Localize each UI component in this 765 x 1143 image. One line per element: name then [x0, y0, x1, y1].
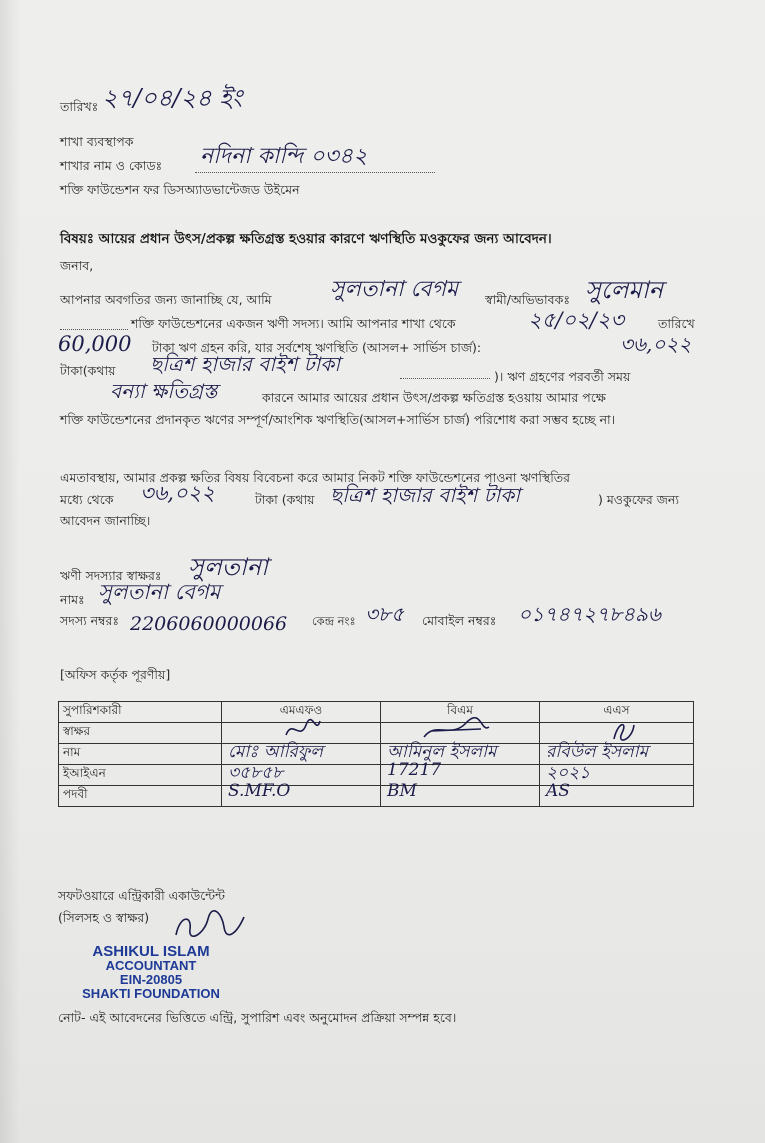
table-row [59, 765, 694, 786]
date-suffix: তারিখে [658, 316, 695, 331]
footer-note: নোট- এই আবেদনের ভিত্তিতে এন্ট্রি, সুপারিশ এবং অনুমোদন প্রক্রিয়া সম্পন্ন হবে। [58, 1010, 457, 1025]
row-label: নাম [59, 744, 222, 765]
p2-mid-a: মধ্যে থেকে [60, 492, 114, 507]
header-cell: এমএফও [222, 702, 381, 723]
cell-value: রবিউল ইসলাম [546, 742, 649, 762]
husband-name: সুলেমান [585, 276, 663, 304]
accountant-seal [66, 945, 236, 1001]
header-cell: এএস [540, 702, 694, 723]
cell-value: আমিনুল ইসলাম [387, 742, 497, 762]
center-label: কেন্দ্র নংঃ [312, 614, 356, 628]
dotted-line [400, 378, 490, 379]
seal-org: SHAKTI FOUNDATION [82, 986, 220, 1001]
header-cell: সুপারিশকারী [59, 702, 222, 723]
seal-name: ASHIKUL ISLAM [92, 943, 210, 960]
after-text: )। ঋণ গ্রহণের পরবর্তী সময় [494, 369, 631, 384]
p2-mid-c: ) মওকুফের জন্য [598, 492, 680, 507]
cell-value: ২০২১ [546, 763, 591, 783]
member-text: শক্তি ফাউন্ডেশনের একজন ঋণী সদস্য। আমি আপনার শাখা থেকে [131, 316, 456, 331]
table-header-row [59, 702, 694, 723]
reason: বন্যা ক্ষতিগ্রস্ত [110, 379, 218, 403]
member-no-label: সদস্য নম্বরঃ [60, 613, 120, 628]
row-label: স্বাক্ষর [59, 723, 222, 744]
center-no: ৩৮৫ [365, 602, 404, 626]
office-table [58, 701, 694, 807]
cell-value: BM [387, 781, 417, 801]
date-value: ২৭/০৪/২৪ ইং [102, 84, 243, 112]
husband-label: স্বামী/অভিভাবকঃ [485, 292, 570, 307]
table-row [59, 744, 694, 765]
table-row [59, 786, 694, 807]
salutation: জনাব, [60, 258, 94, 273]
header-cell: বিএম [381, 702, 540, 723]
member-no: 2206060000066 [130, 613, 288, 635]
waive-words: ছত্রিশ হাজার বাইশ টাকা [330, 483, 521, 507]
row-label: পদবী [59, 786, 222, 807]
cell-value: 17217 [387, 760, 442, 780]
cell-value: S.MF.O [228, 781, 291, 801]
seal-title: ACCOUNTANT [105, 958, 197, 973]
cell-value: AS [546, 781, 570, 801]
p2-end: আবেদন জানাচ্ছি। [60, 513, 151, 528]
office-caption: [অফিস কর্তৃক পূরণীয়] [60, 667, 171, 682]
mobile-no: ০১৭৪৭২৭৮৪৯৬ [518, 602, 661, 626]
p1-intro: আপনার অবগতির জন্য জানাচ্ছি যে, আমি [60, 292, 272, 307]
balance-amount: ৩৬,০২২ [620, 332, 692, 356]
dotted-line [60, 329, 128, 330]
cell-value: মোঃ আরিফুল [228, 742, 323, 762]
p1-end: শক্তি ফাউন্ডেশনের প্রদানকৃত ঋণের সম্পূর্ণ/আংশিক ঋণস্থিতি(আসল+সার্ভিস চার্জ) পরিশোধ করা সম্ভব হচ্ছে না। [60, 412, 616, 427]
member-sig-label: ঋণী সদস্যার স্বাক্ষরঃ [60, 568, 162, 583]
date-label: তারিখঃ [60, 99, 99, 114]
member-name: সুলতানা বেগম [98, 580, 221, 604]
seal-ein: EIN-20805 [119, 972, 183, 987]
accountant-signature [170, 905, 250, 945]
page-shadow [0, 0, 20, 1143]
loan-text: টাকা ঋণ গ্রহন করি, যার সর্বশেষ ঋণস্থিতি (আসল+ সার্ভিস চার্জ): [152, 340, 482, 355]
balance-words: ছত্রিশ হাজার বাইশ টাকা [150, 352, 341, 376]
member-name-label: নামঃ [60, 592, 85, 607]
applicant-name: সুলতানা বেগম [330, 277, 459, 302]
seal-sign-label: (সিলসহ ও স্বাক্ষর) [58, 910, 150, 925]
branch-value: নদিনা কান্দি ০৩৪২ [200, 144, 368, 169]
entry-line: সফটওয়ারে এন্ট্রিকারী একাউন্টেন্ট [58, 888, 225, 903]
recipient-title: শাখা ব্যবস্থাপক [60, 134, 134, 149]
member-signature: সুলতানা [188, 553, 268, 581]
waive-amount: ৩৬,০২২ [140, 481, 215, 505]
p2-mid-b: টাকা (কথায় [255, 492, 315, 507]
loan-amount: 60,000 [58, 332, 132, 356]
branch-dotted-line [195, 172, 435, 173]
mobile-label: মোবাইল নম্বরঃ [422, 613, 497, 628]
row-label: ইআইএন [59, 765, 222, 786]
cell-value: ৩৫৮৫৮ [228, 763, 284, 783]
org-line: শক্তি ফাউন্ডেশন ফর ডিসঅ্যাডভান্টেজড উইমেন [60, 182, 300, 197]
p2-start: এমতাবস্থায়, আমার প্রকল্প ক্ষতির বিষয় বিবেচনা করে আমার নিকট শক্তি ফাউন্ডেশনের পাওনা ঋণস্থিতির [60, 470, 571, 485]
reason-text: কারনে আমার আয়ের প্রধান উৎস/প্রকল্প ক্ষতিগ্রস্ত হওয়ায় আমার পক্ষে [262, 390, 606, 405]
taka-words-label: টাকা(কথায় [60, 363, 116, 378]
subject: বিষয়ঃ আয়ের প্রধান উৎস/প্রকল্প ক্ষতিগ্রস্ত হওয়ার কারণে ঋণস্থিতি মওকুফের জন্য আবেদন। [60, 231, 552, 247]
branch-label: শাখার নাম ও কোডঃ [60, 158, 163, 173]
loan-date: ২৫/০২/২৩ [528, 308, 625, 332]
